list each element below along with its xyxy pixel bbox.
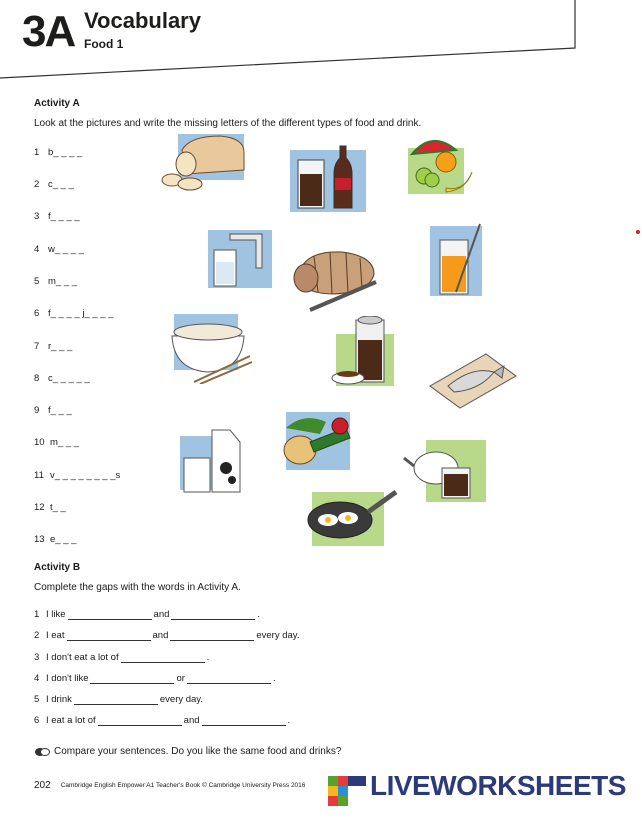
fish-icon [424, 346, 520, 412]
sentence-row: 3 I don't eat a lot of . [34, 652, 210, 663]
compare-prompt: Compare your sentences. Do you like the same food and drinks? [34, 746, 341, 757]
list-item: 10 m_ _ _ [34, 436, 80, 448]
unit-number: 3A [22, 7, 75, 56]
gap-input[interactable] [98, 716, 182, 726]
gap-input[interactable] [187, 674, 271, 684]
activity-a-instruction: Look at the pictures and write the missing letters of the different types of food and drink. [34, 118, 422, 129]
missing-letters-input[interactable]: t_ _ [50, 501, 66, 513]
gap-input[interactable] [121, 653, 205, 663]
list-item: 11 v_ _ _ _ _ _ _ _s [34, 469, 121, 481]
missing-letters-input[interactable]: c_ _ _ [48, 178, 74, 190]
sentence-row: 5 I drink every day. [34, 694, 203, 705]
speech-bubbles-icon [34, 747, 50, 757]
missing-letters-input[interactable]: e_ _ _ [50, 533, 77, 545]
page-title: Vocabulary [84, 8, 201, 33]
missing-letters-input[interactable]: b_ _ _ _ [48, 146, 83, 158]
sentence-row: 2 I eat and every day. [34, 630, 300, 641]
gap-input[interactable] [202, 716, 286, 726]
fruit-icon [402, 132, 478, 198]
list-item: 3 f_ _ _ _ [34, 210, 80, 222]
list-item: 8 c_ _ _ _ _ [34, 372, 90, 384]
eggs-icon [302, 484, 398, 546]
list-item: 1 b_ _ _ _ [34, 146, 83, 158]
sentence-row: 4 I don't like or . [34, 673, 276, 684]
gap-input[interactable] [170, 631, 254, 641]
activity-a-heading: Activity A [34, 98, 80, 109]
cola-drink-icon [290, 144, 366, 214]
list-item: 13 e_ _ _ [34, 533, 77, 545]
missing-letters-input[interactable]: f_ _ _ [48, 404, 72, 416]
missing-letters-input[interactable]: m_ _ _ [50, 436, 80, 448]
missing-letters-input[interactable]: f_ _ _ _ j_ _ _ _ [48, 307, 114, 319]
gap-input[interactable] [68, 610, 152, 620]
page-subtitle: Food 1 [84, 37, 124, 51]
gap-input[interactable] [90, 674, 174, 684]
copyright-credit: Cambridge English Empower A1 Teacher's Book © Cambridge University Press 2016 [60, 782, 306, 789]
coffee-icon [330, 316, 406, 390]
gap-input[interactable] [67, 631, 151, 641]
tea-icon [402, 438, 488, 504]
gap-input[interactable] [171, 610, 255, 620]
list-item: 2 c_ _ _ [34, 178, 74, 190]
page-header [0, 0, 642, 82]
rice-bowl-icon [168, 312, 254, 384]
list-item: 4 w_ _ _ _ [34, 243, 84, 255]
vegetables-icon [280, 408, 360, 476]
list-item: 9 f_ _ _ [34, 404, 72, 416]
activity-b-instruction: Complete the gaps with the words in Activity A. [34, 582, 241, 593]
page-number: 202 [34, 780, 51, 791]
missing-letters-input[interactable]: c_ _ _ _ _ [48, 372, 90, 384]
marker-dot [636, 230, 640, 234]
missing-letters-input[interactable]: w_ _ _ _ [48, 243, 84, 255]
missing-letters-input[interactable]: m_ _ _ [48, 275, 78, 287]
meat-joint-icon [290, 244, 382, 316]
list-item: 6 f_ _ _ _ j_ _ _ _ [34, 307, 114, 319]
fruit-juice-icon [428, 222, 488, 300]
activity-b-heading: Activity B [34, 562, 81, 573]
milk-icon [178, 428, 246, 496]
page-footer [34, 780, 305, 791]
liveworksheets-brand[interactable]: LIVEWORKSHEETS [370, 770, 626, 801]
missing-letters-input[interactable]: f_ _ _ _ [48, 210, 80, 222]
bread-icon [160, 130, 252, 196]
water-tap-icon [204, 222, 274, 292]
sentence-row: 6 I eat a lot of and . [34, 715, 291, 726]
gap-input[interactable] [74, 695, 158, 705]
list-item: 5 m_ _ _ [34, 275, 78, 287]
liveworksheets-logo-icon [328, 776, 368, 806]
missing-letters-input[interactable]: v_ _ _ _ _ _ _ _s [50, 469, 121, 481]
list-item: 7 r_ _ _ [34, 340, 73, 352]
missing-letters-input[interactable]: r_ _ _ [48, 340, 73, 352]
list-item: 12 t_ _ [34, 501, 66, 513]
sentence-row: 1 I like and . [34, 609, 261, 620]
